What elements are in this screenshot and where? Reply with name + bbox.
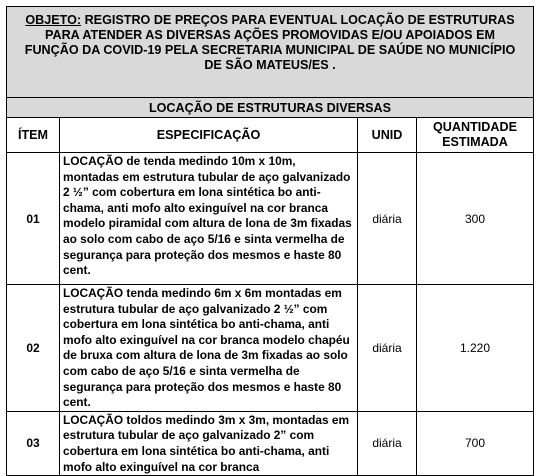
row-spec: LOCAÇÃO toldos medindo 3m x 3m, montadas em estrutura tubular de aço galvanizado 2” com cobertura em lona sintética bo anti-chama, anti mofo alto exinguível na cor branca (60, 411, 358, 475)
header-qty-line1: QUANTIDADE (433, 120, 517, 134)
objeto-cell (7, 7, 534, 98)
objeto-label: OBJETO: (25, 13, 82, 27)
table-row (7, 285, 534, 412)
objeto-text: REGISTRO DE PREÇOS PARA EVENTUAL LOCAÇÃO DE ESTRUTURAS PARA ATENDER AS DIVERSAS AÇÕES PROMOVIDAS E/OU APOIADOS EM FUNÇÃO DA COVID-19 PELA SECRETARIA MUNICIPAL DE SAÚDE NO MUNICÍPIO DE SÃO MATEUS/ES . (24, 13, 516, 72)
header-row (7, 118, 534, 153)
row-unid: diária (358, 285, 417, 412)
header-item: ÍTEM (7, 118, 60, 153)
table-row (7, 411, 534, 475)
row-item: 01 (7, 153, 60, 285)
row-unid: diária (358, 153, 417, 285)
header-unid: UNID (358, 118, 417, 153)
section-row (7, 98, 534, 118)
document-page (6, 6, 533, 476)
objeto-row (7, 7, 534, 98)
row-item: 03 (7, 411, 60, 475)
price-registry-table (6, 6, 534, 476)
row-qty: 300 (417, 153, 534, 285)
row-unid: diária (358, 411, 417, 475)
row-qty: 700 (417, 411, 534, 475)
header-spec: ESPECIFICAÇÃO (60, 118, 358, 153)
row-item: 02 (7, 285, 60, 412)
header-qty (417, 118, 534, 153)
row-qty: 1.220 (417, 285, 534, 412)
row-spec: LOCAÇÃO de tenda medindo 10m x 10m, montadas em estrutura tubular de aço galvanizado 2 ½” com cobertura em lona sintética bo anti-chama, anti mofo alto exinguível na cor branca modelo piramidal com altura de lona de 3m fixadas ao solo com cabo de aço 5/16 e sinta vermelha de segurança para proteção dos mesmos e haste 80 cent. (60, 153, 358, 285)
header-qty-line2: ESTIMADA (442, 135, 508, 149)
table-row (7, 153, 534, 285)
section-title: LOCAÇÃO DE ESTRUTURAS DIVERSAS (7, 98, 534, 118)
row-spec: LOCAÇÃO tenda medindo 6m x 6m montadas em estrutura tubular de aço galvanizado 2 ½” com cobertura em lona sintética bo anti-chama, anti mofo alto exinguível na cor branca modelo chapéu de bruxa com altura de lona de 3m fixadas ao solo com cabo de aço 5/16 e sinta vermelha de segurança para proteção dos mesmos e haste 80 cent. (60, 285, 358, 412)
